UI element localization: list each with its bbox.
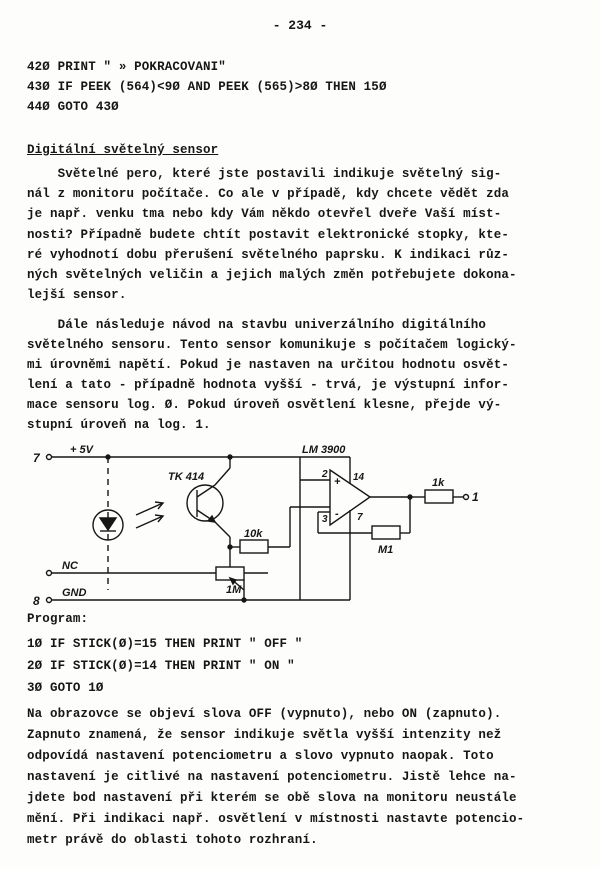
gnd-label: GND [62, 587, 87, 599]
opamp-plus: + [334, 476, 341, 488]
paragraph-line: Zapnuto znamená, že sensor indikuje světla vyšší intenzity než [27, 728, 502, 742]
pin-8-label: 8 [33, 594, 40, 608]
paragraph-line: nál z monitoru počítače. Co ale v případě, kdy chcete vědět zda [27, 187, 510, 201]
paragraph-line: Na obrazovce se objeví slova OFF (vypnuto), nebo ON (zapnuto). [27, 707, 502, 721]
paragraph-line: světelného sensoru. Tento sensor komunikuje s počítačem logický- [27, 338, 517, 352]
paragraph-line: lení a tato - případně hodnota vyšší - trvá, je výstupní infor- [27, 378, 510, 392]
opamp-pin-7: 7 [357, 512, 363, 523]
page-number: - 234 - [272, 18, 328, 33]
opamp-minus: - [335, 508, 339, 520]
paragraph-line: jdete bod nastavení při kterém se obě slova na monitoru neustále [27, 791, 517, 805]
code-line: 44Ø GOTO 43Ø [27, 100, 119, 114]
pin-7-label: 7 [33, 451, 40, 465]
code-line: 43Ø IF PEEK (564)<9Ø AND PEEK (565)>8Ø THEN 15Ø [27, 80, 387, 94]
supply-label: + 5V [70, 444, 93, 456]
paragraph-line: Světelné pero, které jste postavili indikuje světelný sig- [27, 167, 502, 181]
paragraph-line: nastavení je citlivé na nastavení potenciometru. Jistě lehce na- [27, 770, 517, 784]
potentiometer-label: 1M [226, 584, 242, 596]
opamp-pin-14: 14 [353, 472, 365, 483]
circuit-diagram [0, 440, 600, 610]
program-label: Program: [27, 612, 89, 626]
paragraph-line: ných světelných veličin a jejich malých změn potřebujete dokona- [27, 268, 517, 282]
code-line: 1Ø IF STICK(Ø)=15 THEN PRINT " OFF " [27, 637, 303, 651]
opamp-label: LM 3900 [302, 444, 346, 456]
resistor-1k-label: 1k [432, 477, 445, 489]
paragraph-line: lejší sensor. [27, 288, 127, 302]
paragraph-line: mi úrovněmi napětí. Pokud je nastaven na určitou hodnotu osvět- [27, 358, 510, 372]
paragraph-line: metr právě do oblasti tohoto rozhraní. [27, 833, 318, 847]
paragraph-line: nosti? Případně budete chtít postavit elektronické stopky, kte- [27, 228, 510, 242]
paragraph-line: stupní úroveň na log. 1. [27, 418, 211, 432]
paragraph-line: Dále následuje návod na stavbu univerzálního digitálního [27, 318, 487, 332]
paragraph-line: ré vyhodnotí dobu přerušení světelného paprsku. K indikaci růz- [27, 248, 510, 262]
code-line: 3Ø GOTO 1Ø [27, 681, 104, 695]
paragraph-line: mace sensoru log. Ø. Pokud úroveň osvětlení klesne, přejde vý- [27, 398, 502, 412]
resistor-10k-label: 10k [244, 528, 263, 540]
resistor-m1-label: M1 [378, 544, 394, 556]
pin-1-label: 1 [472, 490, 479, 504]
paragraph-line: odpovídá nastavení potenciometru a slovo vypnuto naopak. Toto [27, 749, 494, 763]
opamp-pin-3: 3 [322, 514, 328, 525]
transistor-label: TK 414 [168, 471, 205, 483]
code-line: 42Ø PRINT " » POKRACOVANI" [27, 60, 226, 74]
opamp-pin-2: 2 [322, 469, 328, 480]
code-line: 2Ø IF STICK(Ø)=14 THEN PRINT " ON " [27, 659, 295, 673]
paragraph-line: je např. venku tma nebo kdy Vám někdo otevřel dveře Vaší míst- [27, 207, 502, 221]
paragraph-line: mění. Při indikaci např. osvětlení v místnosti nastavte potencio- [27, 812, 525, 826]
nc-label: NC [62, 560, 78, 572]
section-heading: Digitální světelný sensor [27, 143, 219, 157]
